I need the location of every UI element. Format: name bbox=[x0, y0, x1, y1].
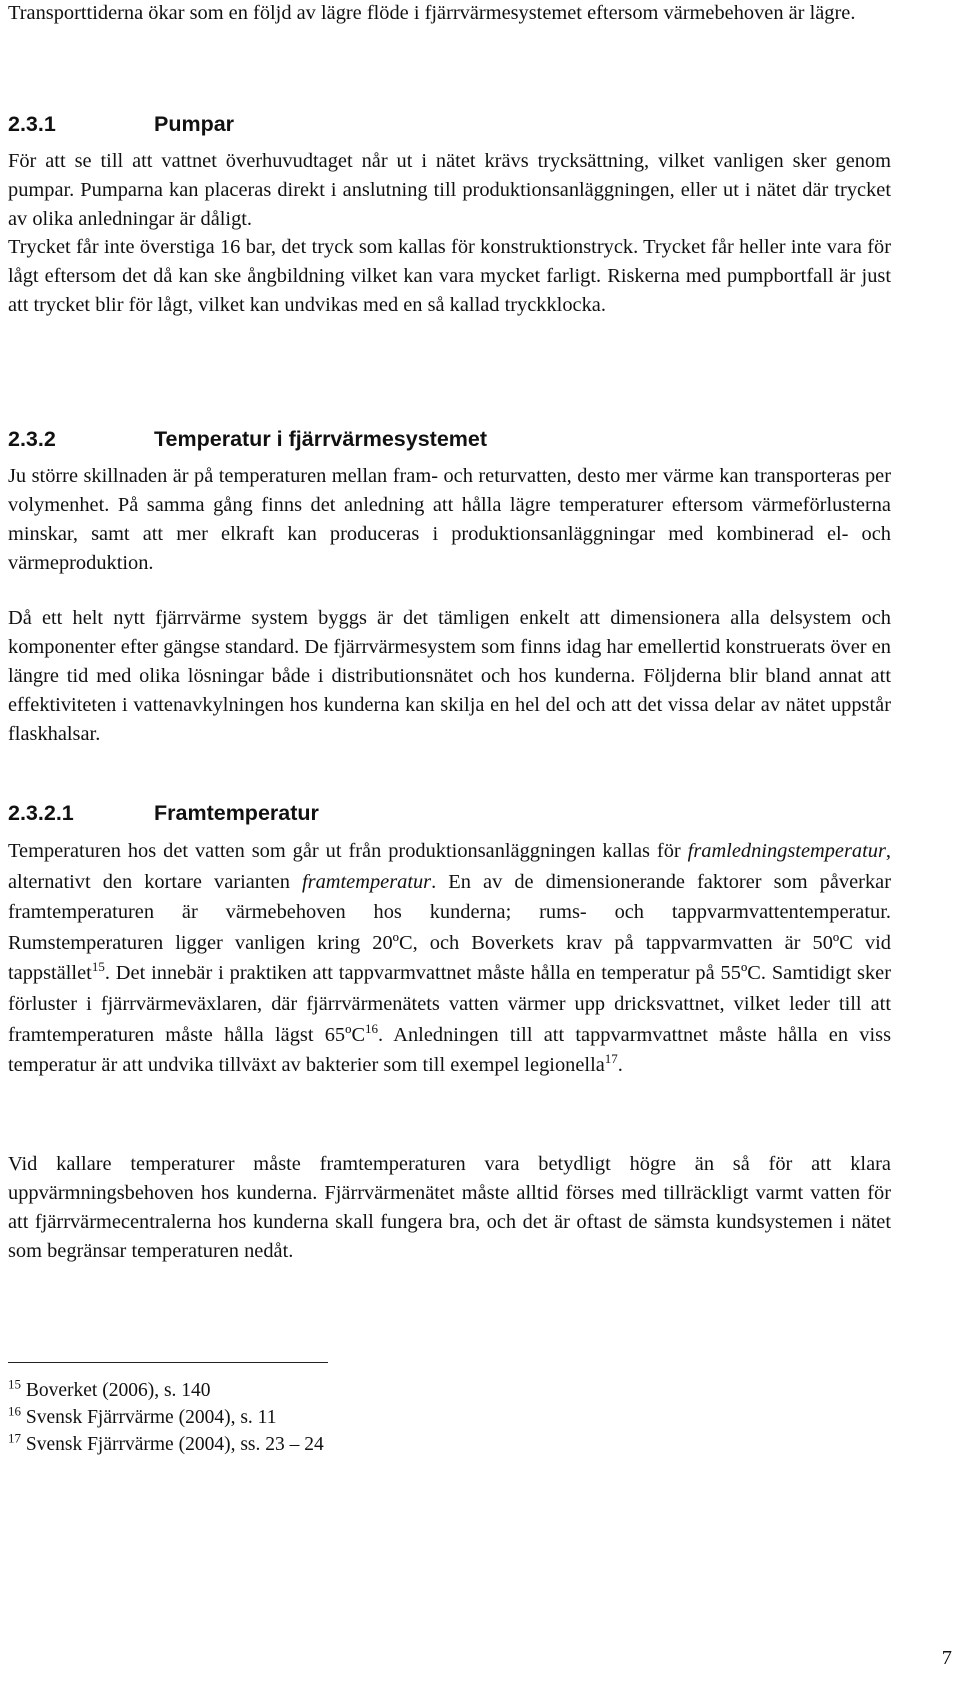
section-title: Pumpar bbox=[154, 112, 235, 136]
footnote-ref-16[interactable]: 16 bbox=[365, 1020, 379, 1036]
temperatur-paragraph-1: Ju större skillnaden är på temperaturen mellan fram- och returvatten, desto mer värme kan transporteras per volymenhet. På samma gång finns det anledning att hålla lägre temperaturer eftersom värmeförlusterna minskar, samt att mer elkraft kan produceras i produktionsanläggningar med kombinerad el- och värmeproduktion. bbox=[8, 465, 891, 574]
term-framledningstemperatur: framledningstemperatur bbox=[687, 840, 886, 862]
footnote-17: $^{17}$ Svensk Fjärrvärme (2004), ss. 23 – 24 bbox=[8, 1430, 324, 1455]
footnote-separator bbox=[8, 1362, 328, 1363]
section-heading-2-3-2 bbox=[8, 427, 487, 452]
footnote-ref-15[interactable]: 15 bbox=[91, 959, 105, 975]
framtemperatur-paragraph-1: Temperaturen hos det vatten som går ut från produktionsanläggningen kallas för framledningstemperatur, alternativt den kortare varianten framtemperatur. En av de dimensionerande faktorer som påverkar framtemperaturen är värmebehoven hos kunderna; rums- och tappvarmvattentemperatur. Rumstemperaturen ligger vanligen kring 20ºC, och Boverkets krav på tappvarmvatten är 50ºC vid tappstället$^{15}$. Det innebär i praktiken att tappvarmvattnet måste hålla en temperatur på 55ºC. Samtidigt sker förluster i fjärrvärmeväxlaren, där fjärrvärmenätets vatten värmer upp dricksvattnet, vilket leder till att framtemperaturen måste hålla lägst 65ºC$^{16}$. Anledningen till att tappvarmvattnet måste hålla en viss temperatur är att undvika tillväxt av bakterier som till exempel legionella$^{17}$. bbox=[8, 840, 892, 1077]
section-number: 2.3.2 bbox=[8, 427, 56, 451]
section-number: 2.3.2.1 bbox=[8, 801, 74, 825]
footnote-16: $^{16}$ Svensk Fjärrvärme (2004), s. 11 bbox=[8, 1403, 277, 1428]
section-title: Temperatur i fjärrvärmesystemet bbox=[154, 427, 488, 451]
section-heading-2-3-1 bbox=[8, 112, 234, 137]
footnote-ref-17[interactable]: 17 bbox=[604, 1051, 618, 1067]
framtemperatur-paragraph-2: Vid kallare temperaturer måste framtemperaturen vara betydligt högre än så för att klara uppvärmningsbehoven hos kunderna. Fjärrvärmenätet måste alltid förses med tillräckligt varmt vatten för att fjärrvärmecentralerna hos kunderna skall fungera bra, och det är oftast de sämsta kundsystemen i nätet som begränsar temperaturen nedåt. bbox=[8, 1153, 891, 1262]
pumpar-paragraph-2: Trycket får inte överstiga 16 bar, det tryck som kallas för konstruktionstryck. Trycket får heller inte vara för lågt eftersom det då kan ske ångbildning vilket kan vara mycket farligt. Riskerna med pumpbortfall är just att trycket blir för lågt, vilket kan undvikas med en så kallad tryckklocka. bbox=[8, 236, 891, 316]
section-number: 2.3.1 bbox=[8, 112, 56, 136]
term-framtemperatur: framtemperatur bbox=[301, 870, 432, 893]
temperatur-paragraph-2: Då ett helt nytt fjärrvärme system byggs är det tämligen enkelt att dimensionera alla delsystem och komponenter efter gängse standard. De fjärrvärmesystem som finns idag har emellertid konstruerats över en längre tid med olika lösningar både i distributionsnätet och hos kunderna. Följderna blir bland annat att effektiviteten i vattenavkylningen hos kunderna kan skilja en hel del och att det vissa delar av nätet uppstår flaskhalsar. bbox=[8, 607, 891, 745]
footnote-15: $^{15}$ Boverket (2006), s. 140 bbox=[8, 1376, 211, 1401]
page-number: 7 bbox=[941, 1647, 952, 1669]
section-heading-2-3-2-1 bbox=[8, 801, 319, 826]
pumpar-paragraph-1: För att se till att vattnet överhuvudtaget når ut i nätet krävs trycksättning, vilket vanligen sker genom pumpar. Pumparna kan placeras direkt i anslutning till produktionsanläggningen, eller ut i nätet där trycket av olika anledningar är dåligt. bbox=[8, 150, 891, 230]
section-title: Framtemperatur bbox=[154, 801, 319, 825]
intro-paragraph: Transporttiderna ökar som en följd av lägre flöde i fjärrvärmesystemet eftersom värmebehoven är lägre. bbox=[8, 2, 856, 24]
